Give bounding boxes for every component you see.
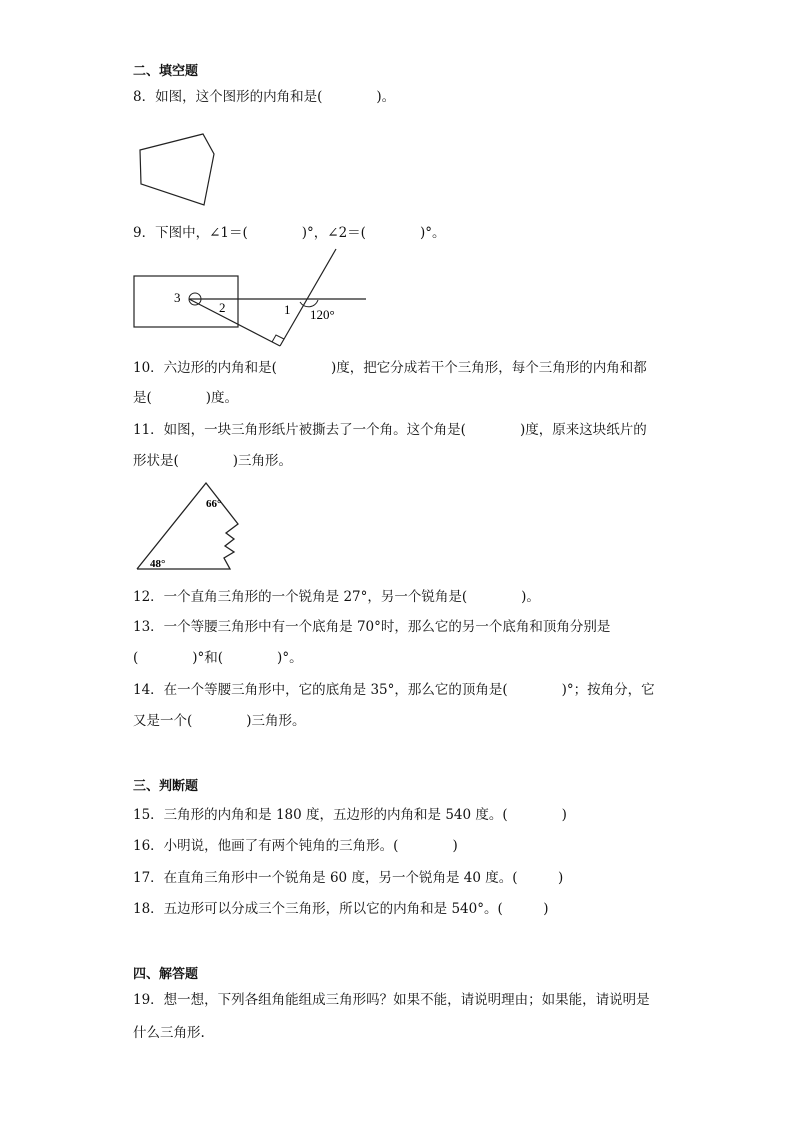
question-19-line-2: 什么三角形. (133, 1025, 205, 1041)
question-19-line-1: 19．想一想，下列各组角能组成三角形吗？如果不能，请说明理由；如果能，请说明是 (133, 992, 650, 1008)
torn-triangle-figure (130, 476, 250, 572)
question-8: 8．如图，这个图形的内角和是( )。 (133, 89, 396, 105)
question-18: 18．五边形可以分成三个三角形，所以它的内角和是 540°。( ) (133, 901, 549, 917)
question-13-line-1: 13．一个等腰三角形中有一个底角是 70°时，那么它的另一个底角和顶角分别是 (133, 619, 611, 635)
right-angle-mark (272, 335, 284, 342)
label-120-degrees: 120° (310, 307, 335, 322)
question-13-line-2: ( )°和( )°。 (133, 650, 303, 666)
label-2: 2 (219, 300, 226, 315)
angle-figure-q9 (130, 245, 380, 355)
pentagon-shape (140, 134, 214, 205)
question-11-line-1: 11．如图，一块三角形纸片被撕去了一个角。这个角是( )度，原来这块纸片的 (133, 422, 647, 438)
question-10-line-1: 10．六边形的内角和是( )度，把它分成若干个三角形，每个三角形的内角和都 (133, 360, 647, 376)
question-9: 9．下图中，∠1＝( )°，∠2＝( )°。 (133, 225, 446, 241)
section-title-answer: 四、解答题 (133, 967, 199, 982)
question-14-line-1: 14．在一个等腰三角形中，它的底角是 35°，那么它的顶角是( )°；按角分，它 (133, 682, 655, 698)
question-15: 15．三角形的内角和是 180 度，五边形的内角和是 540 度。( ) (133, 807, 567, 823)
question-10-line-2: 是( )度。 (133, 390, 239, 406)
label-1: 1 (284, 302, 291, 317)
pentagon-figure (130, 126, 230, 210)
question-16: 16．小明说，他画了有两个钝角的三角形。( ) (133, 838, 458, 854)
section-title-true-false: 三、判断题 (133, 779, 199, 794)
section-title-fill-in: 二、填空题 (133, 64, 199, 79)
diagonal-line-down (189, 299, 280, 346)
label-3: 3 (174, 290, 181, 305)
question-17: 17．在直角三角形中一个锐角是 60 度，另一个锐角是 40 度。( ) (133, 870, 564, 886)
label-66-degrees: 66° (206, 498, 222, 510)
question-11-line-2: 形状是( )三角形。 (133, 453, 293, 469)
label-48-degrees: 48° (150, 558, 166, 570)
slanted-line-up (280, 249, 336, 346)
question-12: 12．一个直角三角形的一个锐角是 27°，另一个锐角是( )。 (133, 589, 540, 605)
torn-triangle-shape (137, 483, 238, 569)
question-14-line-2: 又是一个( )三角形。 (133, 713, 306, 729)
